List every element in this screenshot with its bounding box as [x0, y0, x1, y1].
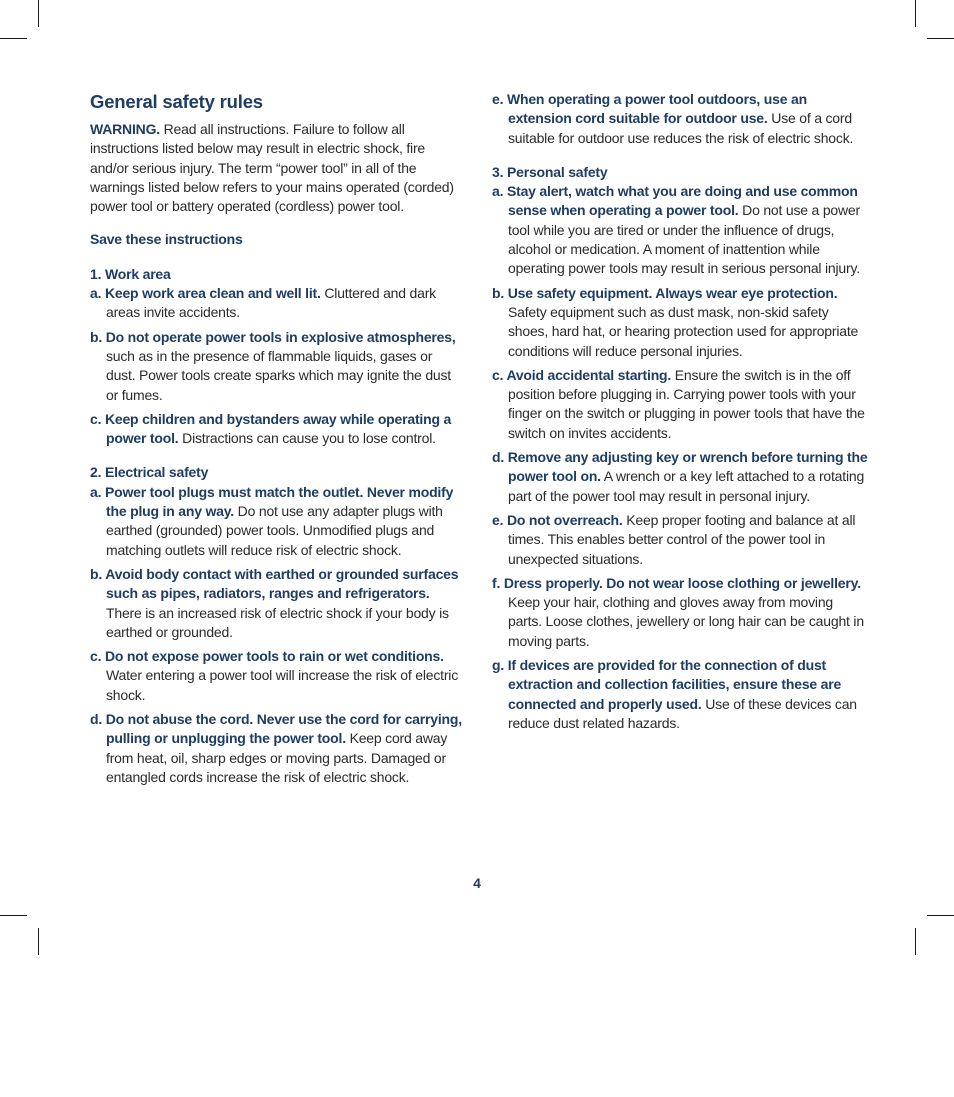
rule-3d: d. Remove any adjusting key or wrench before turning the power tool on. A wrench or a key left attached to a rotating part of the power tool may result in personal injury.	[492, 449, 868, 504]
page-title: General safety rules	[90, 91, 263, 112]
rule-1a: a. Keep work area clean and well lit. Cluttered and dark areas invite accidents.	[90, 285, 436, 321]
crop-mark-bottom-left-vertical	[38, 928, 39, 955]
section-personal-safety-heading: 3. Personal safety	[492, 163, 608, 180]
rule-2d: d. Do not abuse the cord. Never use the cord for carrying, pulling or unplugging the power tool. Keep cord away from heat, oil, sharp edges or moving parts. Damaged or entangled cords increase the risk of electric shock.	[90, 711, 462, 785]
rule-1c: c. Keep children and bystanders away while operating a power tool. Distractions can cause you to lose control.	[90, 410, 452, 447]
rule-2e: e. When operating a power tool outdoors, use an extension cord suitable for outdoor use. Use of a cord suitable for outdoor use reduces the risk of electric shock.	[492, 91, 854, 146]
crop-mark-top-left-horizontal	[0, 38, 27, 39]
rule-3c: c. Avoid accidental starting. Ensure the switch is in the off position before plugging in. Carrying power tools with your finger on the switch or plugging in power tools that have the switch on invites accidents.	[492, 366, 865, 441]
crop-mark-bottom-right-vertical	[915, 928, 916, 955]
rule-3a: a. Stay alert, watch what you are doing and use common sense when operating a power tool. Do not use a power tool while you are tired or under the influence of drugs, alcohol or medication. A moment of inattention while operating power tools may result in serious personal injury.	[492, 183, 860, 277]
crop-mark-top-right-horizontal	[927, 38, 954, 39]
rule-2b: b. Avoid body contact with earthed or grounded surfaces such as pipes, radiators, ranges and refrigerators. There is an increased risk of electric shock if your body is earthed or grounded.	[90, 565, 459, 640]
rule-3b: b. Use safety equipment. Always wear eye protection. Safety equipment such as dust mask, non-skid safety shoes, hard hat, or hearing protection used for appropriate conditions will reduce personal injuries.	[492, 284, 859, 359]
crop-mark-top-left-vertical	[38, 0, 39, 27]
rule-1b: b. Do not operate power tools in explosive atmospheres, such as in the presence of flammable liquids, gases or dust. Power tools create sparks which may ignite the dust or fumes.	[90, 328, 456, 403]
right-column	[492, 90, 870, 733]
rule-2c: c. Do not expose power tools to rain or wet conditions. Water entering a power tool will increase the risk of electric shock.	[90, 648, 459, 703]
rule-3g: g. If devices are provided for the connection of dust extraction and collection facilities, ensure these are connected and properly used. Use of these devices can reduce dust related hazards.	[492, 657, 857, 731]
crop-mark-bottom-right-horizontal	[927, 915, 954, 916]
page-number: 4	[473, 875, 481, 891]
crop-mark-top-right-vertical	[915, 0, 916, 27]
rule-2a: a. Power tool plugs must match the outlet. Never modify the plug in any way. Do not use any adapter plugs with earthed (grounded) power tools. Unmodified plugs and matching outlets will reduce risk of electric shock.	[90, 483, 454, 558]
rule-3e: e. Do not overreach. Keep proper footing and balance at all times. This enables better control of the power tool in unexpected situations.	[492, 511, 856, 567]
section-electrical-safety-heading: 2. Electrical safety	[90, 464, 209, 481]
section-work-area-heading: 1. Work area	[90, 265, 171, 282]
warning-label: WARNING.	[90, 121, 160, 137]
crop-mark-bottom-left-horizontal	[0, 915, 27, 916]
warning-text: Read all instructions. Failure to follow all instructions listed below may result in electric shock, fire and/or serious injury. The term “power tool” in all of the warnings listed below refers to your mains operated (corded) power tool or battery operated (cordless) power tool.	[90, 121, 454, 215]
rule-3f: f. Dress properly. Do not wear loose clothing or jewellery. Keep your hair, clothing and gloves away from moving parts. Loose clothes, jewellery or long hair can be caught in moving parts.	[492, 574, 864, 649]
save-instructions-heading: Save these instructions	[90, 231, 243, 248]
left-column	[90, 90, 465, 787]
warning-paragraph	[90, 120, 465, 216]
